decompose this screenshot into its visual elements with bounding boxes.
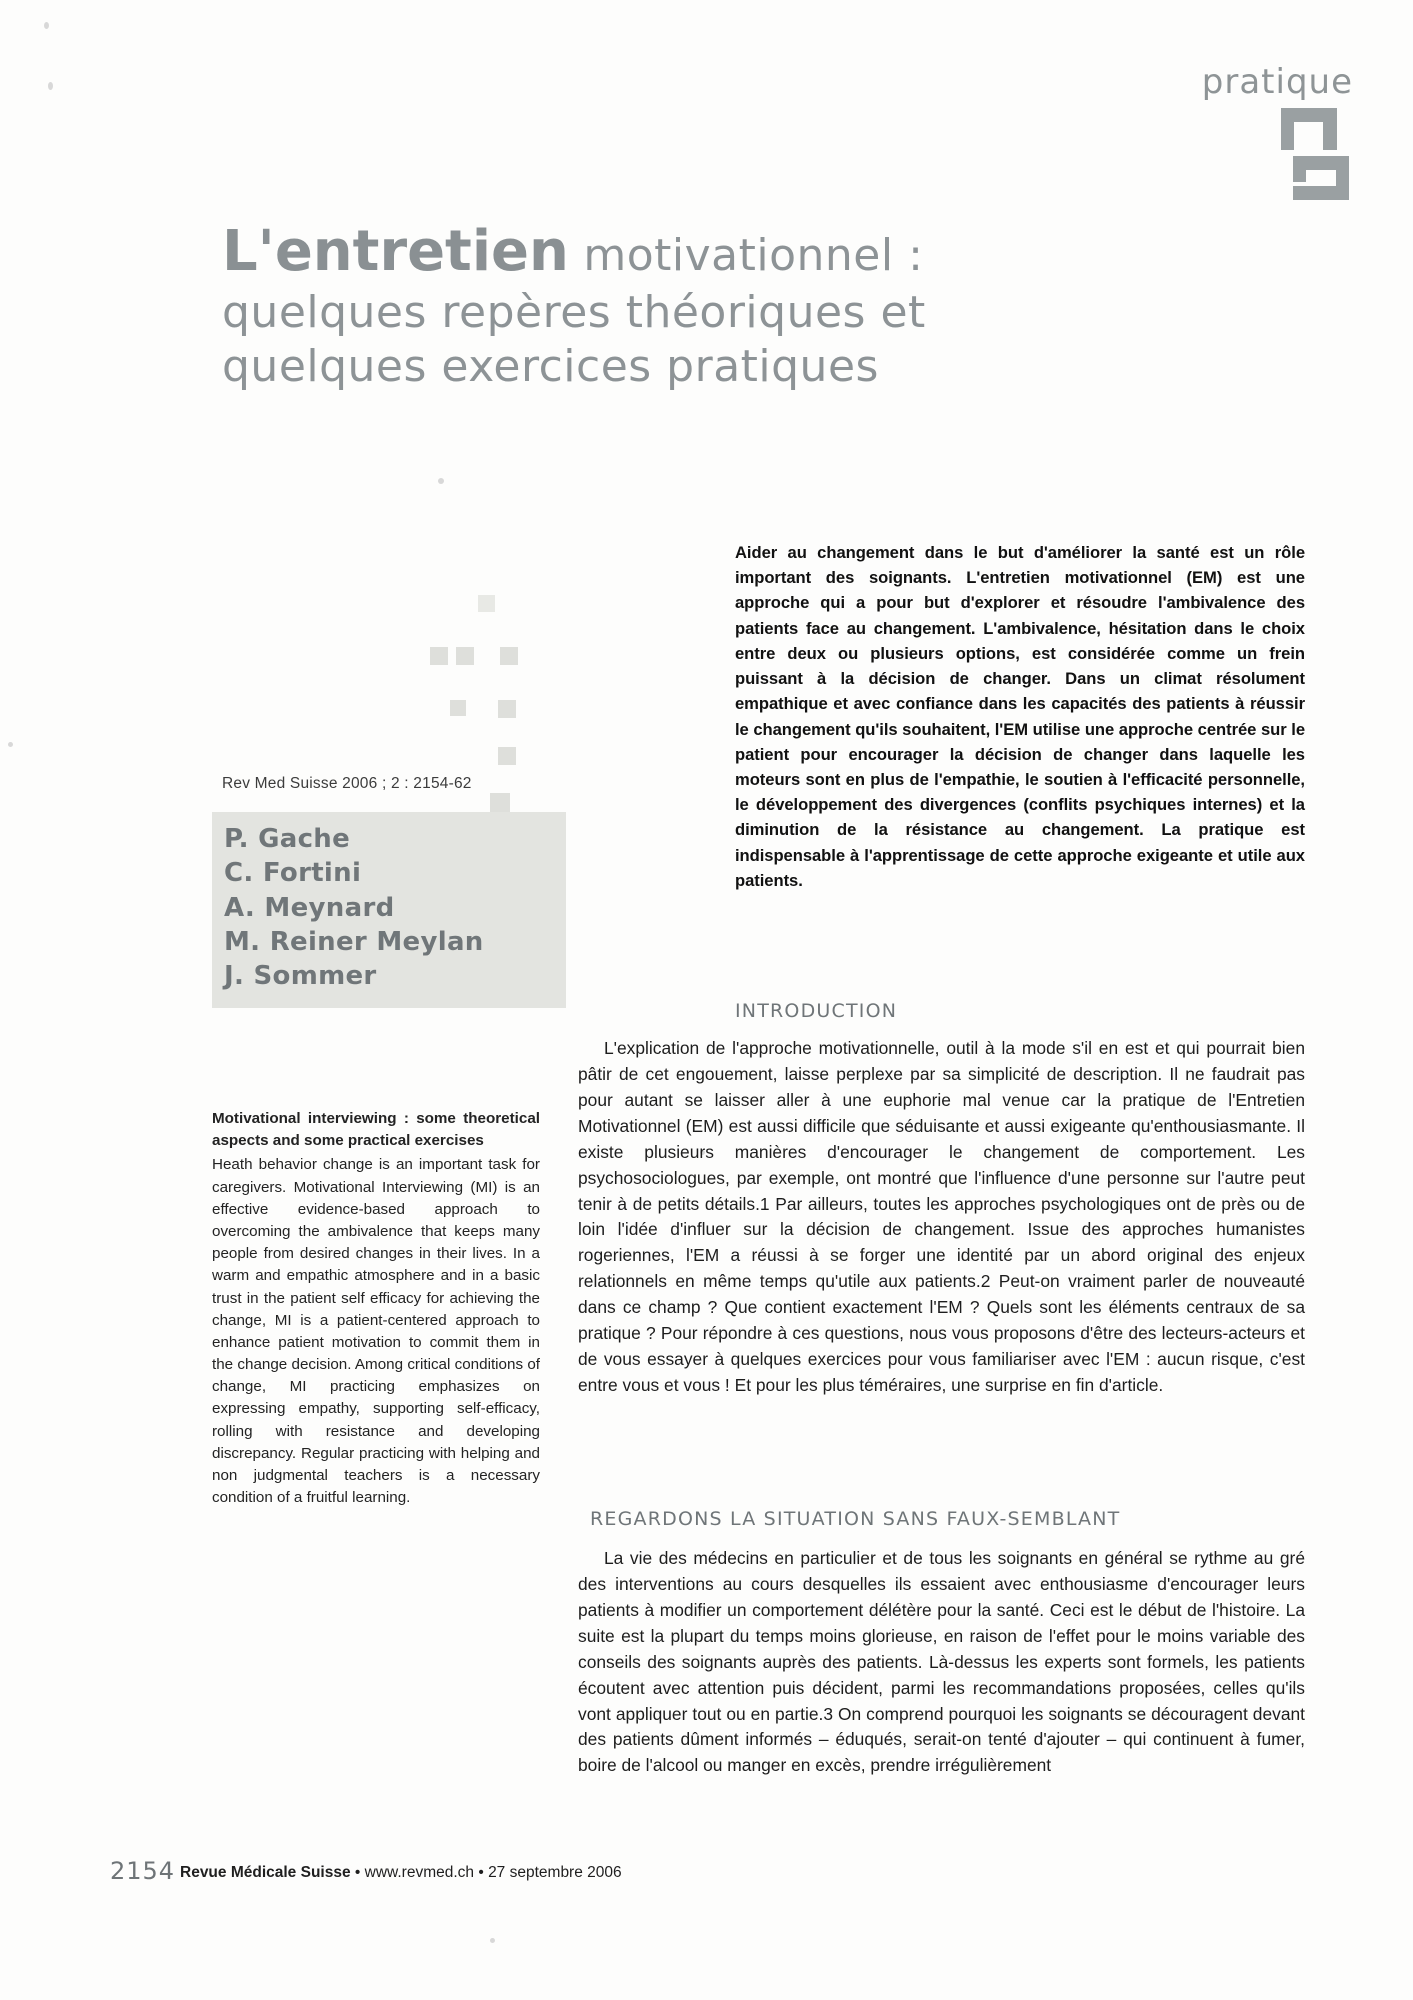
title-line2: quelques repères théoriques et: [222, 287, 926, 339]
title-line1-rest: motivationnel :: [583, 230, 924, 281]
title-line3: quelques exercices pratiques: [222, 340, 879, 392]
footer-journal: Revue Médicale Suisse: [180, 1864, 351, 1881]
introduction-heading: INTRODUCTION: [735, 1000, 898, 1022]
authors-block: [212, 812, 566, 1008]
author-name: M. Reiner Meylan: [224, 926, 484, 957]
scan-speck: [44, 22, 49, 29]
footer-rest: • www.revmed.ch • 27 septembre 2006: [350, 1864, 622, 1881]
page-kicker: pratique: [1201, 62, 1353, 102]
title-line1-strong: L'entretien: [222, 219, 569, 284]
scan-speck: [8, 742, 13, 747]
regardons-heading: REGARDONS LA SITUATION SANS FAUX-SEMBLANT: [590, 1508, 1121, 1530]
author-name: A. Meynard: [224, 892, 395, 923]
paragraph: La vie des médecins en particulier et de tous les soignants en général se rythme au gré des interventions au cours desquelles ils essaient avec enthousiasme d'encourager leurs patients à modifier un comportement délétère pour la santé. Ceci est le début de l'histoire. La suite est la plupart du temps moins glorieuse, en raison de l'effet pour le moins variable des conseils des soignants auprès des patients. Là-dessus les experts sont formels, les patients écoutent avec attention puis décident, parmi les recommandations proposées, celles qu'ils vont appliquer tout ou en partie.3 On comprend pourquoi les soignants se découragent devant des patients dûment informés – éduqués, serait-on tenté d'ajouter – qui continuent à fumer, boire de l'alcool ou manger en excès, prendre irrégulièrement: [578, 1548, 1305, 1776]
english-abstract-text: Heath behavior change is an important task for caregivers. Motivational Interviewing (MI) is an effective evidence-based approach to overcoming the ambivalence that keeps many people from desired changes in their lives. In a warm and empathic atmosphere and in a basic trust in the patient self efficacy for achieving the change, MI is a patient-centered approach to enhance patient motivation to commit them in the change decision. Among critical conditions of change, MI practicing emphasizes on expressing empathy, supporting self-efficacy, rolling with resistance and developing discrepancy. Regular practicing with helping and non judgmental teachers is a necessary condition of a fruitful learning.: [212, 1156, 540, 1507]
french-abstract: Aider au changement dans le but d'améliorer la santé est un rôle important des soignants. L'entretien motivationnel (EM) est une approche qui a pour but d'explorer et résoudre l'ambivalence des patients face au changement. L'ambivalence, hésitation dans le choix entre deux ou plusieurs options, est considérée comme un frein puissant à la décision de changer. Dans un climat résolument empathique et avec confiance dans les capacités des patients à réussir le changement qu'ils souhaitent, l'EM utilise une approche centrée sur le patient pour encourager la décision de changer dans laquelle les moteurs sont en plus de l'empathie, le soutien à l'efficacité personnelle, le développement des divergences (conflits psychiques internes) et la diminution de la résistance au changement. La pratique est indispensable à l'apprentissage de cette approche exigeante et utile aux patients.: [735, 543, 1305, 890]
revue-medicale-suisse-logo: [1279, 108, 1351, 200]
citation-line: Rev Med Suisse 2006 ; 2 : 2154-62: [222, 775, 472, 792]
english-abstract-heading: Motivational interviewing : some theoretical aspects and some practical exercises: [212, 1110, 540, 1150]
scan-speck: [438, 478, 444, 484]
english-abstract: [212, 1108, 540, 1509]
page-title: [222, 218, 1102, 394]
scan-speck: [490, 1938, 495, 1943]
page-number: 2154: [110, 1857, 176, 1885]
introduction-body: [578, 1036, 1305, 1399]
regardons-body: [578, 1546, 1305, 1779]
footer-line: [180, 1864, 622, 1882]
author-name: C. Fortini: [224, 858, 362, 889]
author-name: P. Gache: [224, 824, 351, 854]
scan-speck: [48, 82, 53, 90]
author-name: J. Sommer: [224, 961, 377, 992]
paragraph: L'explication de l'approche motivationnelle, outil à la mode s'il en est et qui pourrait bien pâtir de cet engouement, laisse perplexe par sa simplicité de description. Il ne faudrait pas pour autant se laisser aller à une euphorie mal venue car la pratique de l'Entretien Motivationnel (EM) est aussi difficile que séduisante et aussi exigeante qu'enthousiasmante. Il existe plusieurs manières d'encourager le changement de comportement. Les psychosociologues, par exemple, ont montré que l'influence d'une personne sur l'autre peut tenir à de petits détails.1 Par ailleurs, toutes les approches psychologiques ont de près ou de loin l'idée d'influer sur la décision de changement. Issue des approches humanistes rogeriennes, l'EM a réussi à se forger une identité par un abord original des enjeux relationnels en même temps qu'utile aux patients.2 Peut-on vraiment parler de nouveauté dans ce champ ? Que contient exactement l'EM ? Quels sont les éléments centraux de sa pratique ? Pour répondre à ces questions, nous vous proposons d'être des lecteurs-acteurs et de vous essayer à quelques exercices pour vous familiariser avec l'EM : aucun risque, c'est entre vous et vous ! Et pour les plus téméraires, une surprise en fin d'article.: [578, 1038, 1305, 1395]
